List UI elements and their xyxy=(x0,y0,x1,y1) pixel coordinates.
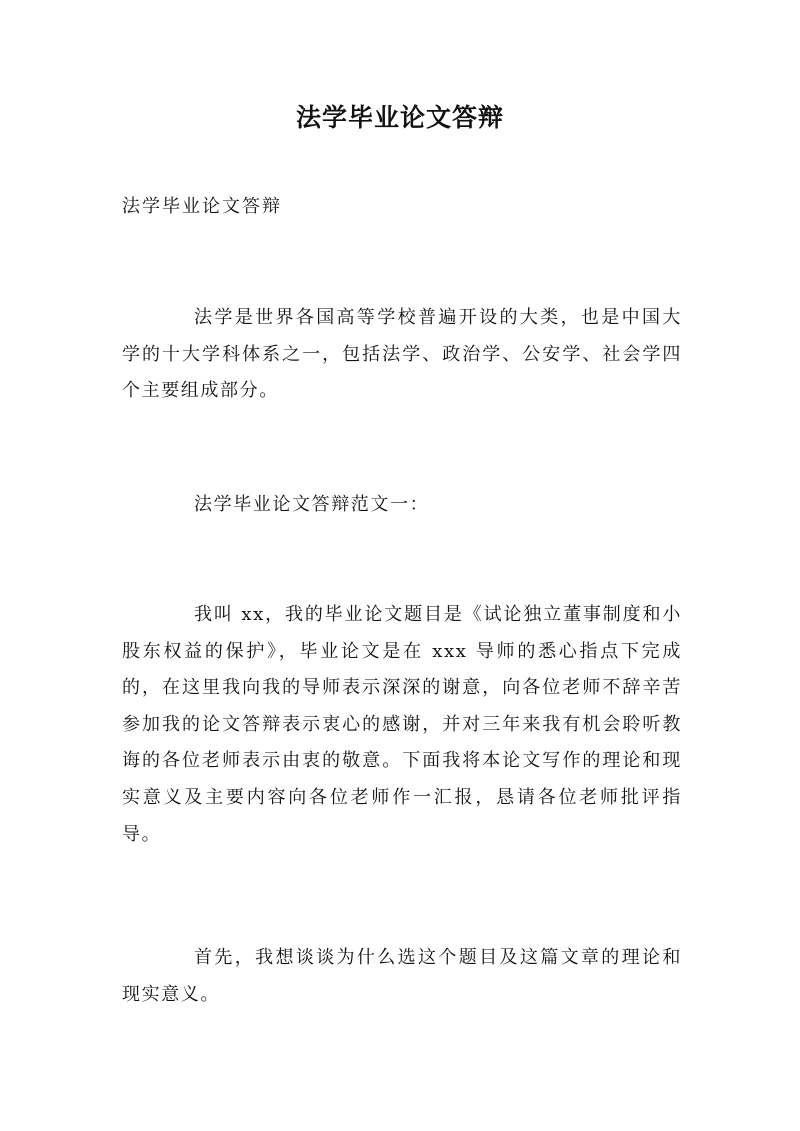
document-title: 法学毕业论文答辩 xyxy=(295,103,504,132)
paragraph-self-introduction: 我叫 xx，我的毕业论文题目是《试论独立董事制度和小股东权益的保护》，毕业论文是在 xxx 导师的悉心指点下完成的，在这里我向我的导师表示深深的谢意，向各位老师不辞辛苦参加我的论文答辩表示衷心的感谢，并对三年来我有机会聆听教诲的各位老师表示由衷的敬意。下面我将本论文写作的理论和现实意义及主要内容向各位老师作一汇报，恳请各位老师批评指导。 xyxy=(122,604,682,845)
paragraph-first-point: 首先，我想谈谈为什么选这个题目及这篇文章的理论和现实意义。 xyxy=(122,947,682,1005)
document-subtitle: 法学毕业论文答辩 xyxy=(122,196,282,217)
paragraph-intro: 法学是世界各国高等学校普遍开设的大类，也是中国大学的十大学科体系之一，包括法学、政治学、公安学、社会学四个主要组成部分。 xyxy=(122,307,682,402)
paragraph-sample-heading: 法学毕业论文答辩范文一： xyxy=(194,494,430,515)
